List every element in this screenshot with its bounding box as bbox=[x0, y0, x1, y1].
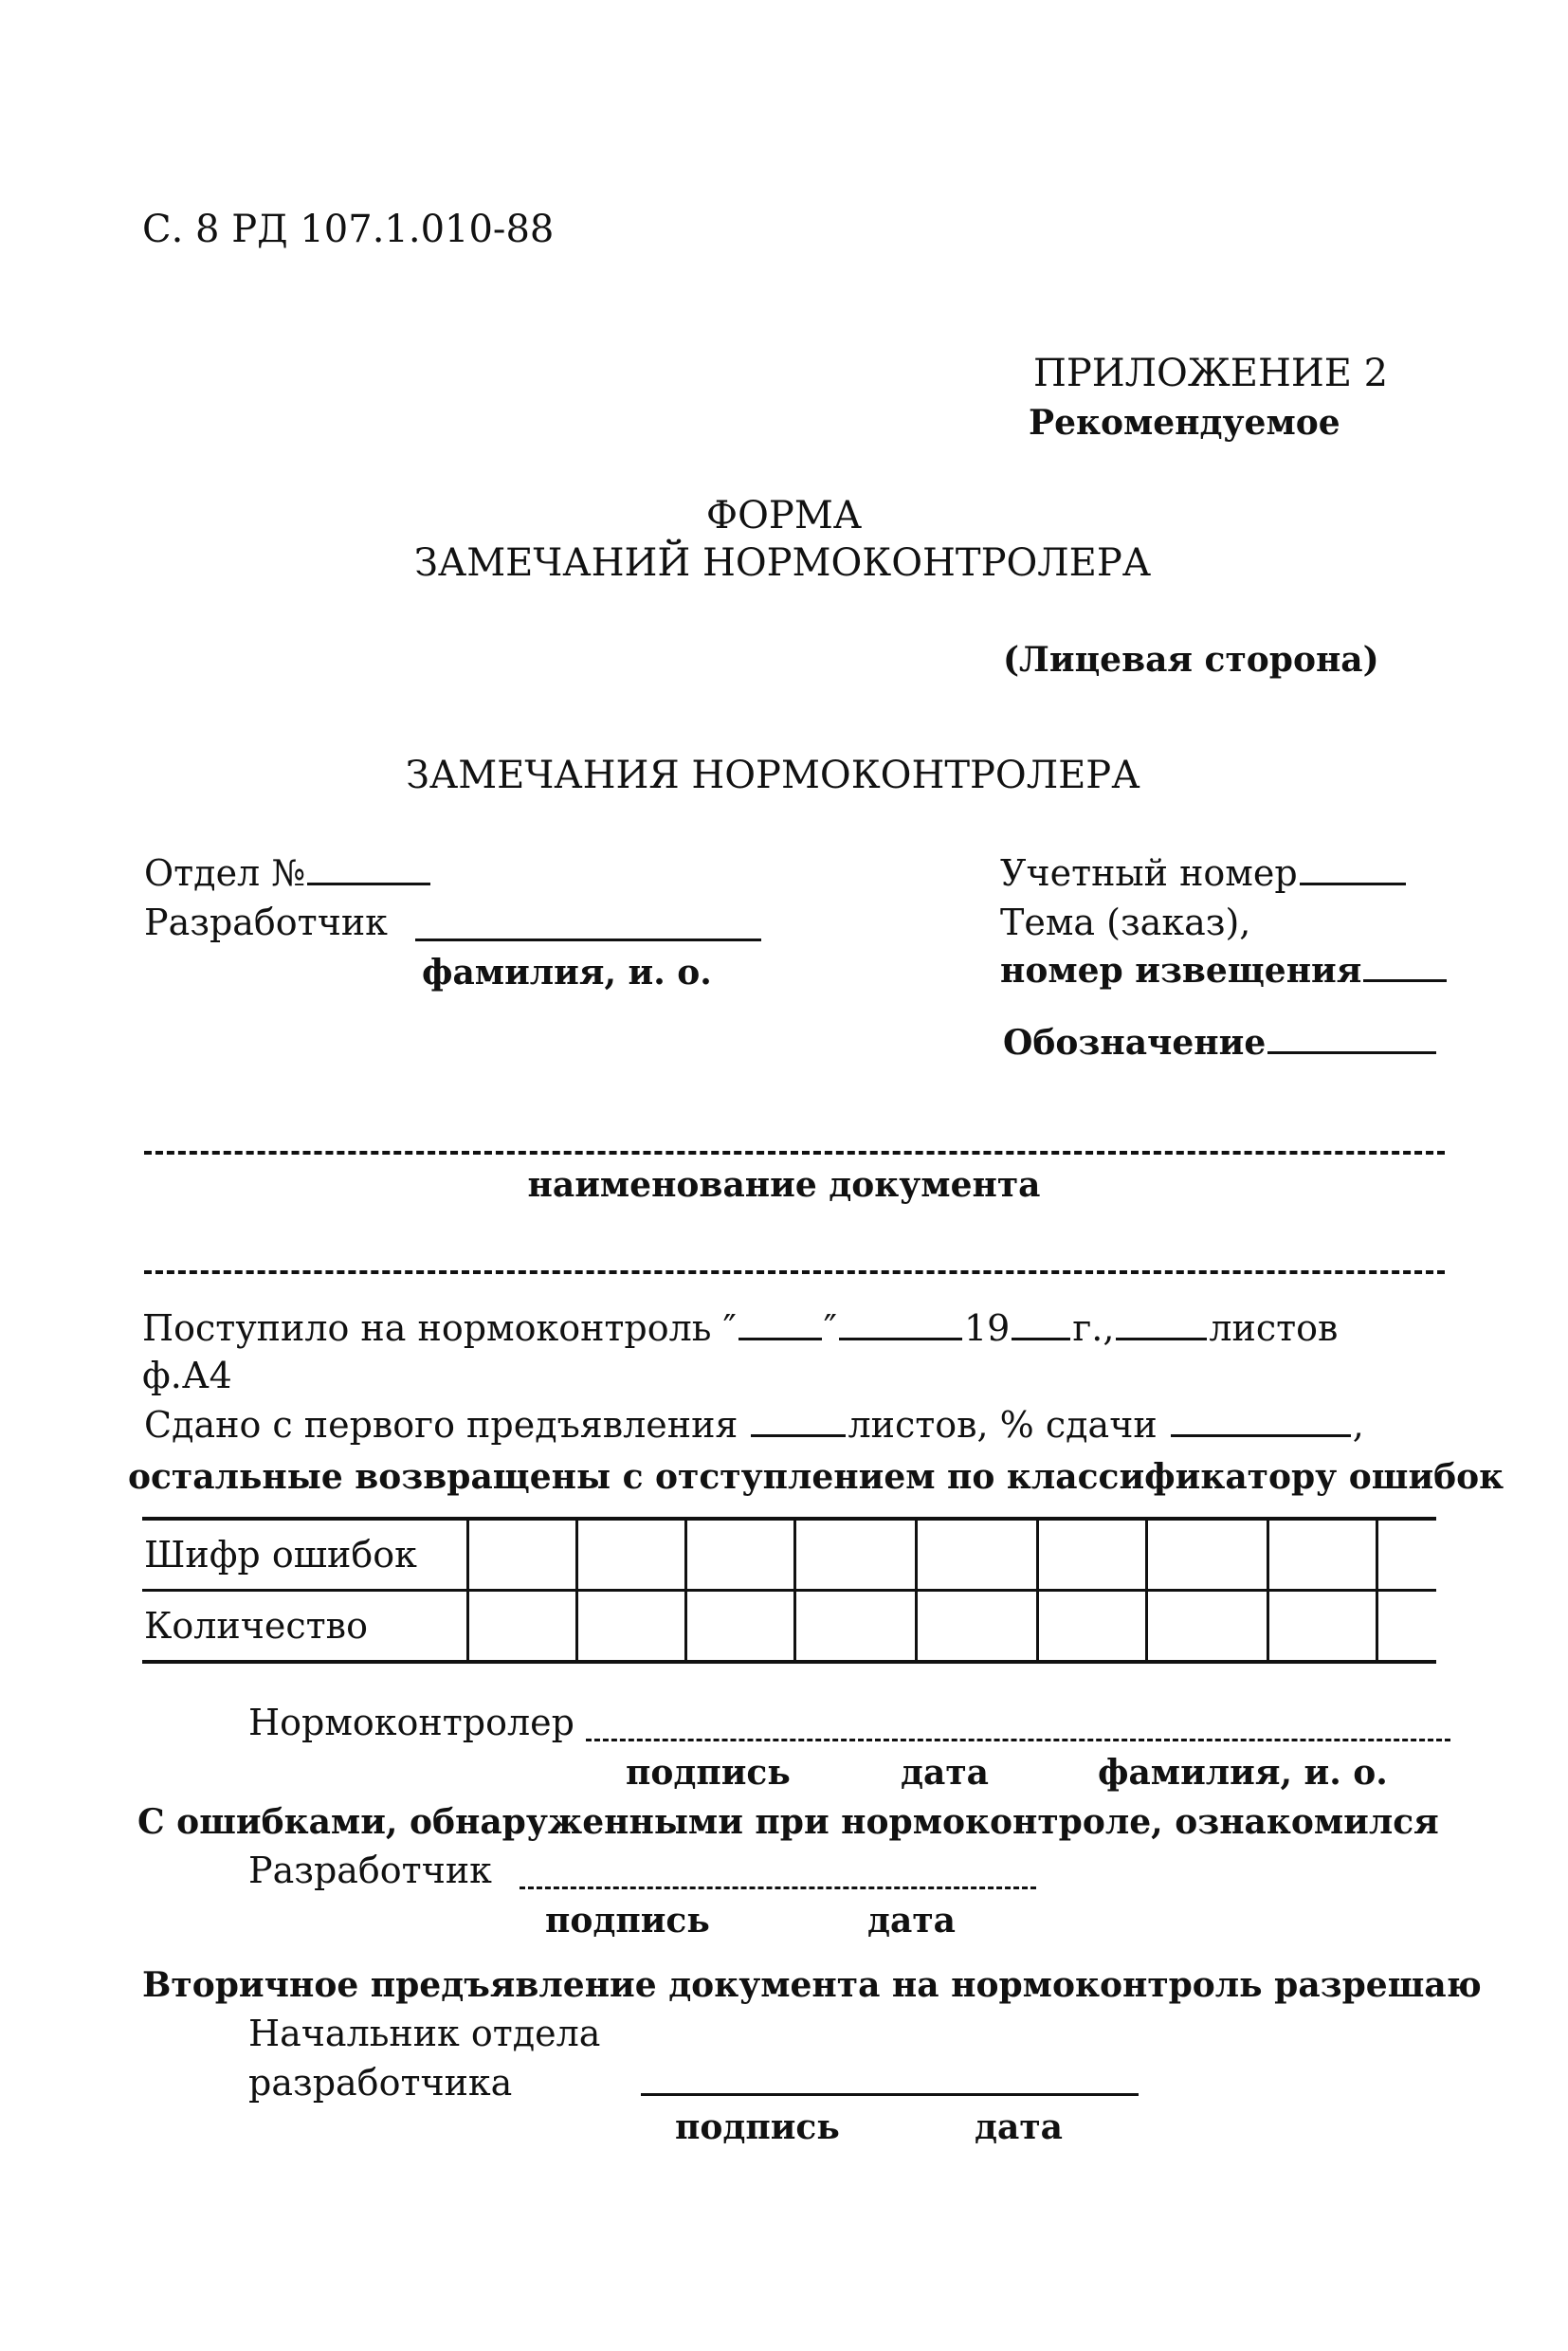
year-blank[interactable] bbox=[1012, 1338, 1070, 1340]
department-head-label-1: Начальник отдела bbox=[248, 2013, 601, 2054]
sheets-label: листов bbox=[1209, 1307, 1339, 1349]
table-cell[interactable] bbox=[1038, 1519, 1147, 1591]
form-heading: ЗАМЕЧАНИЯ НОРМОКОНТРОЛЕРА bbox=[406, 754, 1140, 797]
table-cell[interactable] bbox=[1038, 1591, 1147, 1663]
department-head-label-2: разработчика bbox=[248, 2062, 513, 2104]
table-cell[interactable] bbox=[1268, 1591, 1377, 1663]
developer-line[interactable] bbox=[415, 939, 761, 941]
percent-blank[interactable] bbox=[1171, 1434, 1351, 1437]
submitted-line bbox=[144, 1404, 1364, 1446]
department-blank[interactable] bbox=[307, 883, 430, 885]
ack-developer-line[interactable] bbox=[520, 1886, 1036, 1889]
format-label: ф.А4 bbox=[142, 1355, 232, 1396]
table-cell[interactable] bbox=[795, 1591, 917, 1663]
document-name-line-2[interactable] bbox=[144, 1270, 1445, 1274]
notice-number-label: номер извещения bbox=[1000, 951, 1362, 991]
secondary-text: Вторичное предъявление документа на нормоконтроль разрешаю bbox=[142, 1965, 1482, 2005]
normcontroller-line[interactable] bbox=[586, 1739, 1450, 1741]
account-number-field bbox=[1000, 852, 1408, 894]
table-cell[interactable] bbox=[1377, 1519, 1437, 1591]
table-cell[interactable] bbox=[1147, 1519, 1268, 1591]
table-cell[interactable] bbox=[1147, 1591, 1268, 1663]
submitted-comma: , bbox=[1352, 1404, 1364, 1446]
error-table bbox=[142, 1517, 1436, 1664]
developer-caption: фамилия, и. о. bbox=[422, 953, 712, 993]
appendix-number: ПРИЛОЖЕНИЕ 2 bbox=[1033, 352, 1389, 395]
quote-close: ″ bbox=[823, 1307, 837, 1349]
received-line bbox=[142, 1307, 1339, 1349]
table-cell[interactable] bbox=[468, 1519, 577, 1591]
normcontroller-signature-caption: подпись bbox=[626, 1753, 791, 1793]
account-number-label: Учетный номер bbox=[1000, 852, 1298, 894]
table-cell[interactable] bbox=[577, 1519, 686, 1591]
secondary-date-caption: дата bbox=[975, 2107, 1063, 2147]
form-title-line1: ФОРМА bbox=[705, 494, 863, 538]
year-suffix: г., bbox=[1072, 1307, 1115, 1349]
error-code-label: Шифр ошибок bbox=[144, 1534, 417, 1576]
secondary-signature-caption: подпись bbox=[675, 2107, 840, 2147]
notice-number-field bbox=[1000, 951, 1449, 991]
normcontroller-name-caption: фамилия, и. о. bbox=[1098, 1753, 1388, 1793]
table-cell[interactable] bbox=[917, 1591, 1038, 1663]
department-head-line[interactable] bbox=[641, 2093, 1139, 2096]
designation-blank[interactable] bbox=[1267, 1051, 1436, 1054]
quantity-label: Количество bbox=[142, 1591, 468, 1663]
department-field bbox=[144, 852, 432, 894]
designation-field bbox=[1003, 1023, 1438, 1063]
table-row bbox=[142, 1591, 1436, 1663]
table-cell[interactable] bbox=[468, 1591, 577, 1663]
submitted-label: Сдано с первого предъявления bbox=[144, 1404, 738, 1446]
page-reference: С. 8 РД 107.1.010-88 bbox=[142, 208, 555, 251]
form-title-line2: ЗАМЕЧАНИЙ НОРМОКОНТРОЛЕРА bbox=[414, 541, 1152, 585]
acknowledged-text: С ошибками, обнаруженными при нормоконтроле, ознакомился bbox=[137, 1802, 1439, 1842]
submitted-sheets-label: листов, % сдачи bbox=[848, 1404, 1158, 1446]
normcontroller-date-caption: дата bbox=[901, 1753, 989, 1793]
normcontroller-label: Нормоконтролер bbox=[248, 1702, 574, 1743]
table-cell[interactable] bbox=[1377, 1591, 1437, 1663]
account-number-blank[interactable] bbox=[1300, 883, 1406, 885]
submitted-sheets-blank[interactable] bbox=[751, 1434, 846, 1437]
ack-date-caption: дата bbox=[867, 1901, 956, 1941]
month-blank[interactable] bbox=[839, 1338, 962, 1340]
ack-signature-caption: подпись bbox=[545, 1901, 710, 1941]
ack-developer-label: Разработчик bbox=[248, 1850, 492, 1891]
received-label: Поступило на нормоконтроль bbox=[142, 1307, 712, 1349]
developer-field bbox=[144, 902, 388, 943]
document-name-caption: наименование документа bbox=[527, 1165, 1041, 1205]
table-cell[interactable] bbox=[577, 1591, 686, 1663]
table-row bbox=[142, 1519, 1436, 1591]
side-note: (Лицевая сторона) bbox=[1003, 640, 1379, 680]
day-blank[interactable] bbox=[738, 1338, 822, 1340]
table-cell[interactable] bbox=[686, 1519, 795, 1591]
developer-label: Разработчик bbox=[144, 902, 388, 943]
topic-label: Тема (заказ), bbox=[1000, 902, 1251, 943]
document-name-line[interactable] bbox=[144, 1151, 1445, 1155]
designation-label: Обозначение bbox=[1003, 1023, 1267, 1063]
table-cell[interactable] bbox=[917, 1519, 1038, 1591]
appendix-status: Рекомендуемое bbox=[1029, 403, 1340, 443]
table-cell[interactable] bbox=[795, 1519, 917, 1591]
table-cell[interactable] bbox=[686, 1591, 795, 1663]
notice-number-blank[interactable] bbox=[1363, 979, 1447, 982]
table-cell[interactable] bbox=[1268, 1519, 1377, 1591]
department-label: Отдел № bbox=[144, 852, 306, 894]
sheets-count-blank[interactable] bbox=[1116, 1338, 1207, 1340]
year-prefix: 19 bbox=[963, 1307, 1011, 1349]
quote-open: ″ bbox=[722, 1307, 737, 1349]
returned-text: остальные возвращены с отступлением по классификатору ошибок bbox=[128, 1457, 1504, 1497]
